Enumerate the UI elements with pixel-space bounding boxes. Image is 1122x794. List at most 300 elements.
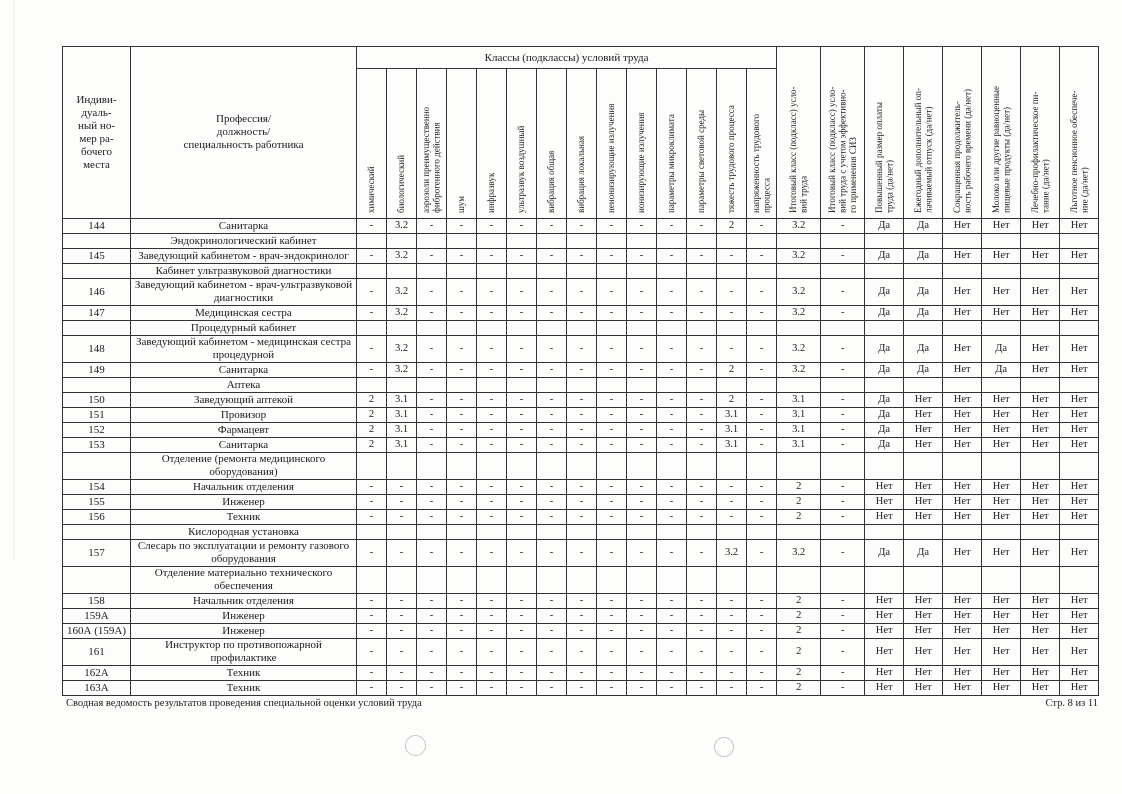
value-cell: Нет <box>904 438 943 453</box>
value-cell: Нет <box>865 510 904 525</box>
section-title: Отделение материально технического обеспечения <box>131 567 357 594</box>
value-cell: - <box>567 666 597 681</box>
value-cell: 3.2 <box>777 279 821 306</box>
section-empty-cell <box>747 453 777 480</box>
column-header-increased-pay <box>865 47 904 219</box>
rotated-label-line: Лечебно-профилактическое пи- <box>1029 91 1040 213</box>
workplace-id: 151 <box>63 408 131 423</box>
section-empty-cell <box>537 321 567 336</box>
value-cell: - <box>507 681 537 696</box>
value-cell: - <box>821 495 865 510</box>
value-cell: - <box>387 639 417 666</box>
value-cell: Нет <box>982 249 1021 264</box>
value-cell: Нет <box>982 219 1021 234</box>
value-cell: Да <box>865 540 904 567</box>
value-cell: - <box>597 639 627 666</box>
value-cell: - <box>417 423 447 438</box>
column-header-ionizing-radiation <box>627 69 657 219</box>
section-empty-cell <box>821 264 865 279</box>
section-empty-cell <box>1021 525 1060 540</box>
column-header-workplace-id <box>63 47 131 219</box>
value-cell: - <box>567 363 597 378</box>
value-cell: Нет <box>943 540 982 567</box>
value-cell: - <box>477 249 507 264</box>
section-empty-cell <box>821 234 865 249</box>
section-empty-cell <box>943 234 982 249</box>
value-cell: - <box>627 480 657 495</box>
value-cell: - <box>597 393 627 408</box>
workplace-id: 159А <box>63 609 131 624</box>
value-cell: 3.2 <box>777 306 821 321</box>
value-cell: Нет <box>1060 540 1099 567</box>
value-cell: Нет <box>982 666 1021 681</box>
section-row <box>63 453 1099 480</box>
rotated-label-line: Ежегодный дополнительный оп- <box>912 88 923 213</box>
value-cell: Нет <box>943 681 982 696</box>
value-cell: - <box>717 510 747 525</box>
section-empty-cell <box>777 378 821 393</box>
value-cell: - <box>507 219 537 234</box>
value-cell: - <box>597 279 627 306</box>
value-cell: 3.2 <box>717 540 747 567</box>
rotated-label <box>726 75 737 213</box>
workplace-id: 160А (159А) <box>63 624 131 639</box>
value-cell: 3.1 <box>777 408 821 423</box>
value-cell: 2 <box>777 681 821 696</box>
workplace-row <box>63 624 1099 639</box>
section-empty-cell <box>537 453 567 480</box>
value-cell: - <box>567 438 597 453</box>
profession-name: Санитарка <box>131 219 357 234</box>
value-cell: - <box>747 306 777 321</box>
section-empty-cell <box>943 525 982 540</box>
value-cell: Нет <box>982 540 1021 567</box>
value-cell: - <box>597 438 627 453</box>
section-empty-cell <box>717 264 747 279</box>
value-cell: - <box>417 249 447 264</box>
value-cell: - <box>821 249 865 264</box>
value-cell: 3.1 <box>387 393 417 408</box>
value-cell: Да <box>865 249 904 264</box>
workplace-row <box>63 666 1099 681</box>
value-cell: - <box>627 495 657 510</box>
value-cell: Нет <box>982 306 1021 321</box>
rotated-label-line: вибрация локальная <box>576 135 587 213</box>
assessment-table <box>62 46 1099 696</box>
rotated-label-line: ультразвук воздушный <box>516 125 527 213</box>
value-cell: - <box>687 363 717 378</box>
value-cell: - <box>747 423 777 438</box>
value-cell: - <box>717 639 747 666</box>
value-cell: 2 <box>357 393 387 408</box>
value-cell: - <box>447 279 477 306</box>
value-cell: - <box>821 540 865 567</box>
value-cell: - <box>477 393 507 408</box>
workplace-id: 163А <box>63 681 131 696</box>
profession-name: Слесарь по эксплуатации и ремонту газового оборудования <box>131 540 357 567</box>
value-cell: 2 <box>777 639 821 666</box>
rotated-label-line: неионизирующие излучения <box>606 103 617 213</box>
section-empty-cell <box>597 234 627 249</box>
value-cell: - <box>597 609 627 624</box>
value-cell: - <box>747 408 777 423</box>
value-cell: Да <box>865 423 904 438</box>
value-cell: Нет <box>1060 336 1099 363</box>
value-cell: Да <box>865 306 904 321</box>
value-cell: Нет <box>1021 495 1060 510</box>
value-cell: - <box>417 480 447 495</box>
value-cell: - <box>717 681 747 696</box>
value-cell: Нет <box>982 609 1021 624</box>
value-cell: - <box>597 363 627 378</box>
rotated-label-line: Сокращенная продолжитель- <box>951 101 962 213</box>
value-cell: Нет <box>982 495 1021 510</box>
section-empty-cell <box>865 453 904 480</box>
value-cell: 2 <box>777 624 821 639</box>
workplace-id: 145 <box>63 249 131 264</box>
value-cell: - <box>687 609 717 624</box>
section-empty-cell <box>417 378 447 393</box>
value-cell: - <box>447 408 477 423</box>
value-cell: - <box>627 666 657 681</box>
page-footer <box>62 698 1098 710</box>
section-empty-cell <box>943 264 982 279</box>
value-cell: Да <box>865 408 904 423</box>
value-cell: - <box>357 639 387 666</box>
value-cell: - <box>537 624 567 639</box>
section-empty-cell <box>447 378 477 393</box>
section-empty-cell <box>865 525 904 540</box>
value-cell: 3.2 <box>387 279 417 306</box>
value-cell: 2 <box>717 393 747 408</box>
value-cell: Нет <box>1021 540 1060 567</box>
value-cell: Нет <box>943 609 982 624</box>
value-cell: - <box>687 594 717 609</box>
value-cell: Нет <box>982 279 1021 306</box>
section-empty-cell <box>1060 321 1099 336</box>
value-cell: - <box>747 219 777 234</box>
value-cell: - <box>507 438 537 453</box>
value-cell: 2 <box>717 363 747 378</box>
section-empty-cell <box>687 264 717 279</box>
value-cell: - <box>447 480 477 495</box>
value-cell: - <box>507 624 537 639</box>
rotated-label-line: Итоговый класс (подкласс) усло- <box>826 86 837 213</box>
section-empty-cell <box>904 234 943 249</box>
value-cell: 3.1 <box>777 423 821 438</box>
value-cell: - <box>687 624 717 639</box>
value-cell: - <box>821 279 865 306</box>
rotated-label <box>516 75 527 213</box>
value-cell: - <box>357 306 387 321</box>
summary-sheet <box>62 46 1098 710</box>
table-header <box>63 47 1099 219</box>
rotated-label <box>991 51 1012 213</box>
value-cell: - <box>477 666 507 681</box>
workplace-id: 154 <box>63 480 131 495</box>
section-empty-cell <box>357 453 387 480</box>
value-cell: - <box>507 666 537 681</box>
section-empty-cell <box>777 234 821 249</box>
value-cell: Нет <box>943 336 982 363</box>
value-cell: Нет <box>943 480 982 495</box>
value-cell: - <box>477 480 507 495</box>
workplace-id: 146 <box>63 279 131 306</box>
rotated-label <box>666 75 677 213</box>
rotated-label <box>366 75 377 213</box>
section-empty-cell <box>717 234 747 249</box>
value-cell: 3.2 <box>387 219 417 234</box>
column-group-conditions-classes: Классы (подклассы) условий труда <box>357 47 777 69</box>
value-cell: - <box>357 480 387 495</box>
value-cell: - <box>447 306 477 321</box>
value-cell: - <box>417 363 447 378</box>
value-cell: - <box>687 393 717 408</box>
section-empty-cell <box>447 264 477 279</box>
value-cell: Нет <box>1021 423 1060 438</box>
value-cell: - <box>537 363 567 378</box>
value-cell: - <box>627 639 657 666</box>
workplace-row <box>63 363 1099 378</box>
column-header-preferential-pension <box>1060 47 1099 219</box>
rotated-label <box>751 75 772 213</box>
section-empty-cell <box>982 321 1021 336</box>
profession-name: Фармацевт <box>131 423 357 438</box>
value-cell: - <box>597 249 627 264</box>
section-empty-cell <box>687 378 717 393</box>
value-cell: Нет <box>865 609 904 624</box>
section-empty-cell <box>477 264 507 279</box>
section-empty-cell <box>417 453 447 480</box>
section-empty-cell <box>717 567 747 594</box>
value-cell: - <box>357 219 387 234</box>
value-cell: - <box>537 408 567 423</box>
section-empty-cell <box>507 525 537 540</box>
value-cell: - <box>417 408 447 423</box>
section-row <box>63 567 1099 594</box>
value-cell: - <box>747 249 777 264</box>
section-empty-cell <box>627 234 657 249</box>
column-header-microclimate <box>657 69 687 219</box>
value-cell: 2 <box>777 666 821 681</box>
value-cell: Нет <box>865 681 904 696</box>
section-empty-cell <box>865 378 904 393</box>
section-empty-cell <box>387 525 417 540</box>
section-empty-cell <box>904 567 943 594</box>
value-cell: 3.1 <box>717 423 747 438</box>
value-cell: Нет <box>1060 594 1099 609</box>
value-cell: - <box>627 363 657 378</box>
value-cell: - <box>447 510 477 525</box>
rotated-label-line: Повышенный размер оплаты <box>873 102 884 213</box>
section-empty-cell <box>537 525 567 540</box>
value-cell: Нет <box>1060 495 1099 510</box>
section-row <box>63 321 1099 336</box>
section-empty-cell <box>943 567 982 594</box>
value-cell: - <box>627 279 657 306</box>
value-cell: - <box>447 363 477 378</box>
value-cell: Нет <box>1021 393 1060 408</box>
section-empty-cell <box>747 525 777 540</box>
rotated-label-line: тание (да/нет) <box>1040 159 1051 213</box>
value-cell: - <box>537 540 567 567</box>
value-cell: - <box>747 393 777 408</box>
workplace-id: 157 <box>63 540 131 567</box>
profession-name: Техник <box>131 510 357 525</box>
value-cell: - <box>627 306 657 321</box>
value-cell: Да <box>865 336 904 363</box>
value-cell: - <box>567 540 597 567</box>
rotated-label <box>1030 51 1051 213</box>
rotated-label-line: вибрация общая <box>546 150 557 213</box>
value-cell: - <box>507 363 537 378</box>
value-cell: Нет <box>904 423 943 438</box>
value-cell: - <box>567 393 597 408</box>
section-empty-cell <box>627 567 657 594</box>
value-cell: - <box>821 639 865 666</box>
section-empty-cell <box>477 525 507 540</box>
value-cell: - <box>477 423 507 438</box>
value-cell: Нет <box>1021 639 1060 666</box>
value-cell: - <box>747 363 777 378</box>
section-empty-cell <box>687 567 717 594</box>
rotated-label <box>576 75 587 213</box>
value-cell: - <box>567 594 597 609</box>
value-cell: - <box>537 279 567 306</box>
rotated-label-line: труда (да/нет) <box>884 160 895 213</box>
section-empty-cell <box>447 453 477 480</box>
value-cell: - <box>657 279 687 306</box>
section-empty-cell <box>567 525 597 540</box>
value-cell: - <box>417 666 447 681</box>
header-line: Профессия/ <box>216 113 271 125</box>
value-cell: Нет <box>1021 624 1060 639</box>
value-cell: - <box>567 510 597 525</box>
section-empty-cell <box>777 321 821 336</box>
value-cell: Нет <box>982 480 1021 495</box>
workplace-id: 152 <box>63 423 131 438</box>
value-cell: Нет <box>865 495 904 510</box>
section-empty-cell <box>1060 378 1099 393</box>
section-empty-cell <box>597 321 627 336</box>
value-cell: - <box>597 480 627 495</box>
value-cell: 3.2 <box>777 540 821 567</box>
value-cell: Нет <box>943 306 982 321</box>
header-line: бочего <box>81 145 112 158</box>
value-cell: - <box>417 609 447 624</box>
section-empty-cell <box>657 525 687 540</box>
value-cell: Да <box>904 279 943 306</box>
rotated-label-line: инфразвук <box>486 172 497 213</box>
value-cell: - <box>657 336 687 363</box>
value-cell: - <box>537 495 567 510</box>
punch-hole-left <box>405 735 426 756</box>
value-cell: - <box>657 408 687 423</box>
section-empty-cell <box>657 321 687 336</box>
section-empty-cell <box>387 453 417 480</box>
value-cell: 2 <box>777 510 821 525</box>
value-cell: 3.2 <box>387 363 417 378</box>
rotated-label <box>396 75 407 213</box>
rotated-label-line: лачиваемый отпуск (да/нет) <box>923 106 934 213</box>
value-cell: Нет <box>1060 639 1099 666</box>
section-empty-cell <box>982 567 1021 594</box>
value-cell: Нет <box>943 510 982 525</box>
value-cell: Да <box>865 219 904 234</box>
section-empty-cell <box>477 378 507 393</box>
rotated-label <box>952 51 973 213</box>
section-empty-cell <box>904 321 943 336</box>
value-cell: Да <box>982 363 1021 378</box>
value-cell: - <box>821 393 865 408</box>
section-empty-cell <box>1060 234 1099 249</box>
value-cell: Нет <box>904 393 943 408</box>
rotated-label-line: Молоко или другие равноценные <box>990 86 1001 213</box>
value-cell: - <box>821 363 865 378</box>
value-cell: - <box>627 219 657 234</box>
value-cell: - <box>657 624 687 639</box>
value-cell: Нет <box>943 393 982 408</box>
value-cell: - <box>687 249 717 264</box>
value-cell: - <box>821 624 865 639</box>
rotated-label <box>827 51 859 213</box>
value-cell: Нет <box>865 624 904 639</box>
value-cell: - <box>537 336 567 363</box>
value-cell: - <box>477 594 507 609</box>
section-empty-cell <box>943 378 982 393</box>
value-cell: Да <box>865 279 904 306</box>
section-row <box>63 378 1099 393</box>
section-empty-cell <box>627 321 657 336</box>
section-empty-cell <box>747 378 777 393</box>
footer-title: Сводная ведомость результатов проведения специальной оценки условий труда <box>66 698 422 709</box>
value-cell: Нет <box>1060 408 1099 423</box>
value-cell: Нет <box>1060 219 1099 234</box>
workplace-id: 162А <box>63 666 131 681</box>
value-cell: - <box>357 279 387 306</box>
section-empty-cell <box>387 378 417 393</box>
value-cell: Да <box>904 336 943 363</box>
value-cell: 3.2 <box>777 249 821 264</box>
section-empty-cell <box>387 567 417 594</box>
workplace-row <box>63 639 1099 666</box>
section-empty-cell <box>447 234 477 249</box>
value-cell: 3.1 <box>717 408 747 423</box>
section-empty-cell <box>865 321 904 336</box>
workplace-id: 150 <box>63 393 131 408</box>
rotated-label-line: вий труда с учетом эффективно- <box>837 89 848 213</box>
rotated-label <box>696 75 707 213</box>
value-cell: - <box>477 219 507 234</box>
section-empty-cell <box>717 378 747 393</box>
value-cell: - <box>657 249 687 264</box>
value-cell: - <box>627 540 657 567</box>
value-cell: - <box>657 594 687 609</box>
value-cell: - <box>687 408 717 423</box>
value-cell: - <box>507 594 537 609</box>
section-empty-cell <box>387 321 417 336</box>
punch-hole-right <box>714 737 734 757</box>
value-cell: 3.1 <box>387 423 417 438</box>
value-cell: - <box>687 279 717 306</box>
section-empty-cell <box>657 378 687 393</box>
value-cell: - <box>447 438 477 453</box>
section-empty-cell <box>567 264 597 279</box>
value-cell: - <box>477 336 507 363</box>
value-cell: - <box>821 408 865 423</box>
value-cell: - <box>657 480 687 495</box>
value-cell: - <box>537 510 567 525</box>
